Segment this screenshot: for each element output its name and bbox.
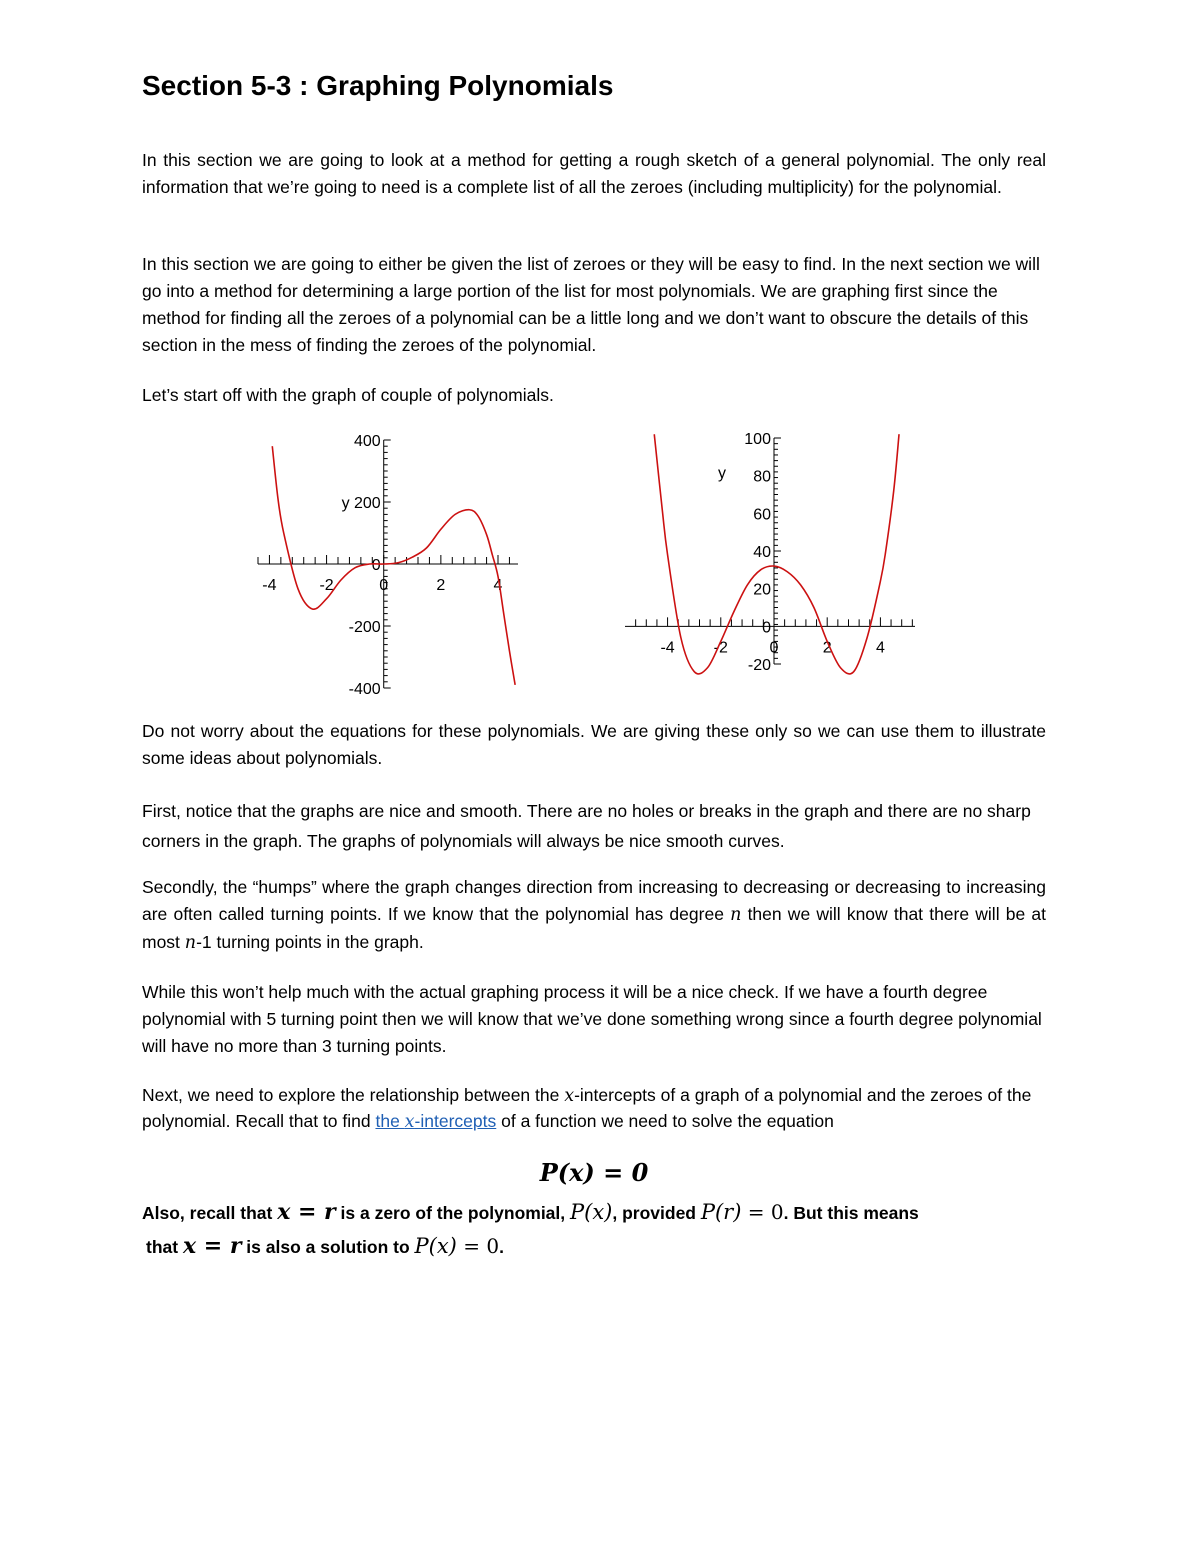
chart-polynomial-1 [248, 430, 538, 698]
y-tick-label: -200 [348, 619, 381, 636]
text-segment: . [499, 1237, 504, 1257]
polynomial-curve [654, 434, 899, 674]
paragraph-check: While this won’t help much with the actual graphing process it will be a nice check. If we have a fourth degree polynomial with 5 turning point then we will know that we’ve done something wrong since a fourth degree polynomial will have no more than 3 turning points. [142, 982, 1042, 1056]
paragraph-turning-points [142, 874, 1046, 957]
equation-display: P(x) = 0 [539, 1158, 649, 1187]
link-text: the [375, 1111, 405, 1131]
x-tick-label: -4 [262, 577, 277, 594]
x-tick-label: 4 [875, 639, 885, 657]
y-tick-label: 0 [762, 619, 771, 637]
text-segment: , provided [612, 1203, 701, 1223]
recall-line-2 [146, 1231, 1050, 1262]
x-intercepts-link[interactable] [375, 1111, 496, 1131]
text-segment: is also a solution to [241, 1237, 415, 1257]
y-tick-label: -20 [747, 657, 771, 674]
polynomial-curve [272, 446, 515, 685]
chart-polynomial-2 [615, 430, 925, 690]
y-tick-label: 40 [753, 544, 771, 561]
math-x-equals-r: x = r [182, 1233, 242, 1259]
paragraph-intro: In this section we are going to look at a method for getting a rough sketch of a general polynomial. The only real information that we’re going to need is a complete list of all the zeroes (including multiplicity) for the polynomial. [142, 150, 1046, 197]
text-segment: then we will know that there will be at most [142, 904, 1046, 952]
y-tick-label: 0 [371, 557, 381, 574]
variable-n: n [184, 933, 197, 953]
text-segment: is a zero of the polynomial, [335, 1203, 571, 1223]
text-segment: . But this means [783, 1203, 919, 1223]
y-tick-label: 80 [753, 468, 771, 486]
x-tick-label: 2 [436, 577, 446, 594]
page-title: Section 5-3 : Graphing Polynomials [142, 70, 614, 101]
paragraph-equations-note: Do not worry about the equations for these polynomials. We are giving these only so we can use them to illustrate some ideas about polynomials. [142, 721, 1046, 768]
y-tick-label: 400 [354, 433, 381, 450]
y-tick-label: 100 [744, 431, 771, 448]
text-segment: Secondly, the “humps” where the graph changes direction from increasing to decreasing or decreasing to increasing are often called turning points. If we know that the polynomial has degree [142, 877, 1046, 924]
y-axis-label: y [717, 464, 726, 482]
text-segment: of a function we need to solve the equation [496, 1111, 834, 1131]
y-tick-label: -400 [348, 681, 381, 698]
variable-n: n [730, 905, 742, 925]
x-tick-label: 4 [493, 577, 503, 594]
math-equals-zero: = 0 [456, 1234, 500, 1258]
y-tick-label: 20 [753, 581, 771, 599]
x-tick-label: -2 [713, 639, 728, 657]
text-segment: Also, recall that [142, 1203, 278, 1223]
math-equals-zero: = 0 [741, 1200, 784, 1224]
math-p-of-x: P(x) [570, 1200, 613, 1224]
paragraph-x-intercepts [142, 1083, 1046, 1135]
x-tick-label: 0 [769, 639, 779, 657]
x-tick-label: 0 [379, 577, 389, 594]
text-segment: that [146, 1237, 183, 1257]
math-p-of-x: P(x) [414, 1234, 457, 1258]
math-p-of-r: P(r) [700, 1200, 742, 1224]
text-segment: -1 turning points in the graph. [196, 932, 424, 952]
paragraph-graph-intro: Let’s start off with the graph of couple of polynomials. [142, 385, 554, 405]
paragraph-zeroes-list: In this section we are going to either be given the list of zeroes or they will be easy to find. In the next section we will go into a method for determining a large portion of the list for most polynomials. We are graphing first since the method for finding all the zeroes of a polynomial can be a little long and we don’t want to obscure the details of this section in the mess of finding the zeroes of the polynomial. [142, 254, 1040, 355]
recall-line-1 [142, 1197, 1046, 1228]
x-tick-label: -4 [660, 639, 675, 657]
y-tick-label: y 200 [341, 495, 381, 512]
x-tick-label: 2 [822, 639, 832, 657]
text-segment: Next, we need to explore the relationship between the [142, 1085, 565, 1105]
link-text: -intercepts [414, 1111, 497, 1131]
x-tick-label: -2 [319, 577, 334, 594]
paragraph-smooth: First, notice that the graphs are nice and smooth. There are no holes or breaks in the graph and there are no sharp corners in the graph. The graphs of polynomials will always be nice smooth curves. [142, 801, 1031, 851]
variable-x: x [564, 1086, 575, 1106]
text-segment: -intercepts of a graph of a polynomial and the zeroes of the polynomial. Recall that to find [142, 1085, 1032, 1131]
math-x-equals-r: x = r [277, 1199, 336, 1225]
variable-x: x [404, 1112, 415, 1132]
y-tick-label: 60 [753, 506, 771, 524]
